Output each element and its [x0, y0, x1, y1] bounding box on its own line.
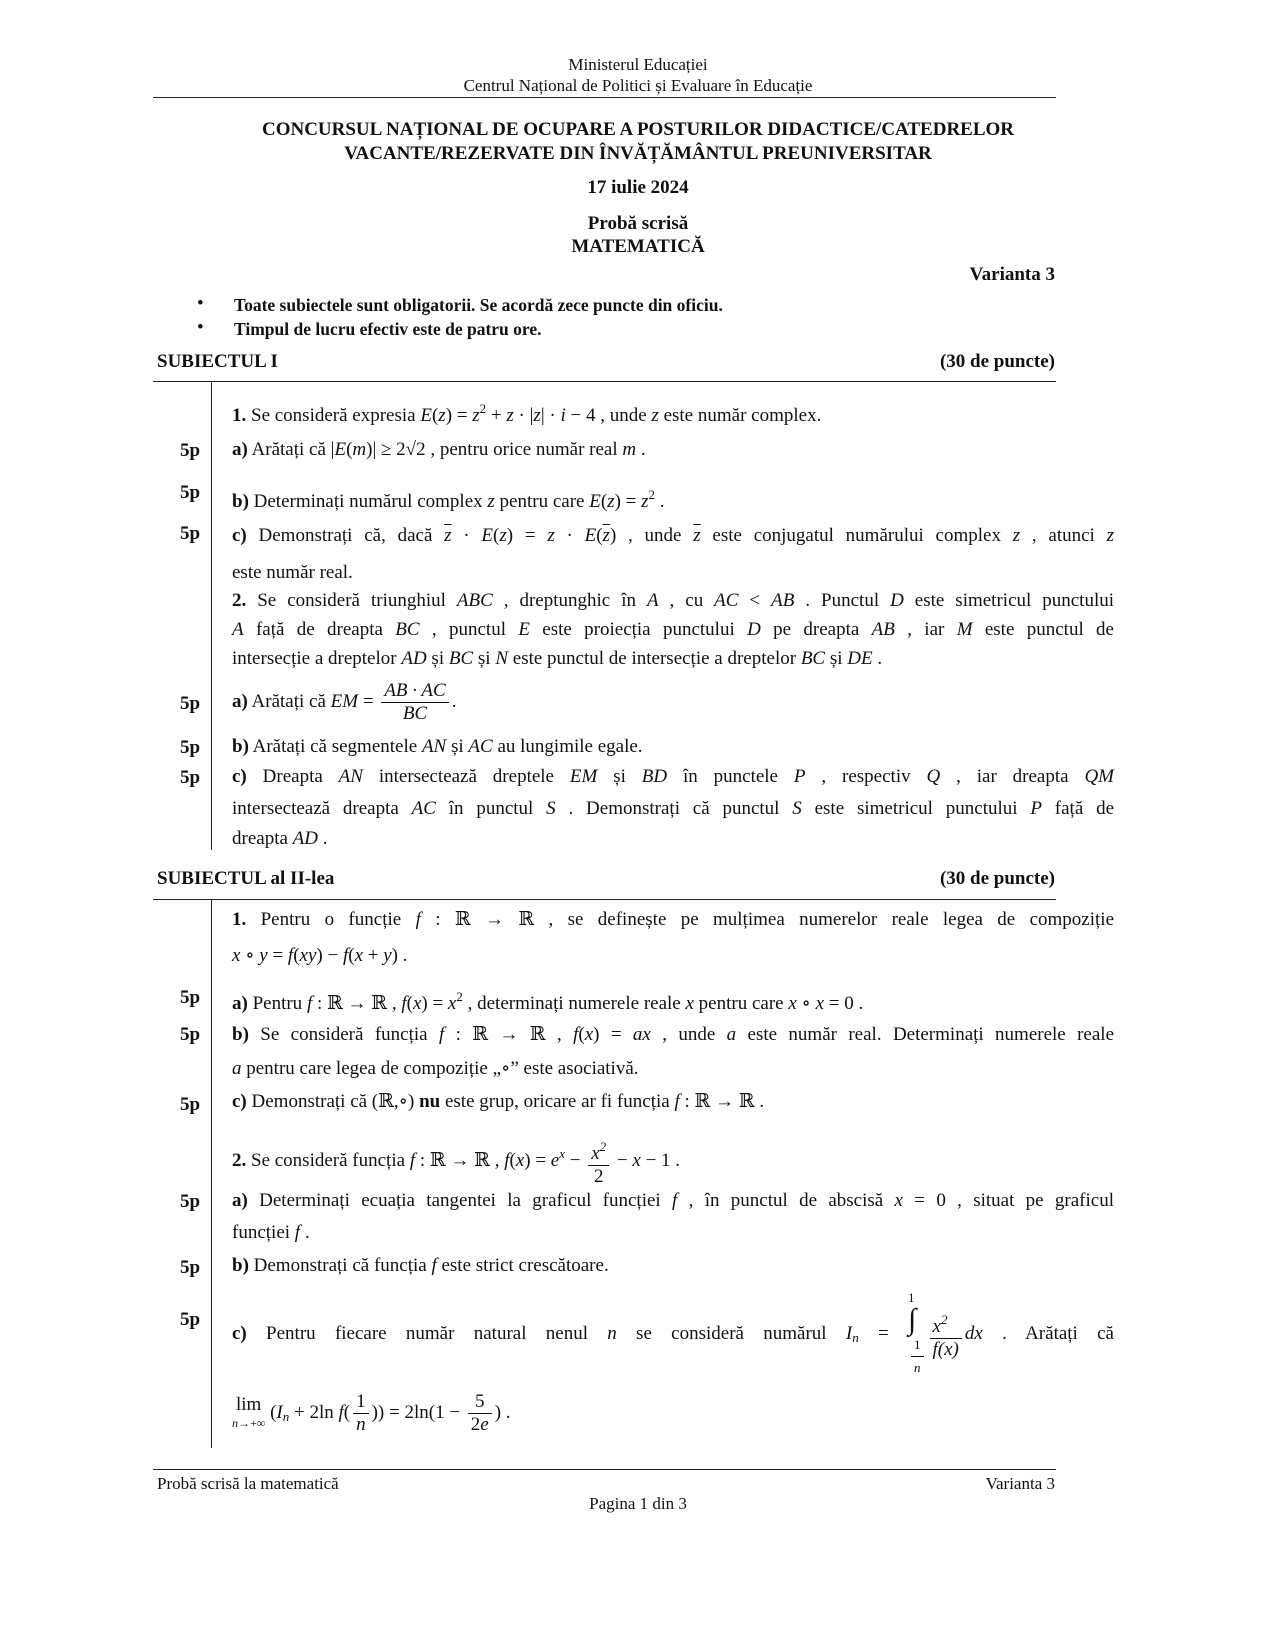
exam-subject: MATEMATICĂ	[571, 236, 705, 257]
points-badge: 5p	[180, 482, 201, 503]
section-1-points: (30 de puncte)	[939, 351, 1055, 372]
points-badge: 5p	[180, 767, 201, 788]
s1-p1-b: b) Determinați numărul complex z pentru care $E(z) = z^2$ .	[232, 487, 665, 512]
footer-rule	[153, 1469, 1056, 1470]
points-badge: 5p	[180, 737, 201, 758]
s1-p2-c-line1: c) Dreapta AN intersectează dreptele EM și BD în punctele P , respectiv Q , iar dreapta QM	[232, 766, 1115, 787]
s1-problem-2-line3: intersecție a dreptelor AD și BC și N este punctul de intersecție a dreptelor BC și DE .	[232, 648, 883, 669]
s2-p2-a-line2: funcției f .	[232, 1222, 310, 1243]
s1-problem-2-line1: 2. Se consideră triunghiul ABC , dreptunghic în A , cu AC < AB . Punctul D este simetricul punctului	[232, 590, 1115, 611]
s1-p2-c-line3: dreapta AD .	[232, 828, 328, 849]
s2-p2-b: b) Demonstrați că funcția f este strict crescătoare.	[232, 1255, 609, 1276]
s1-problem-2-line2: A față de dreapta BC , punctul E este proiecția punctului D pe dreapta AB , iar M este punctul de	[232, 619, 1114, 640]
footer-left: Probă scrisă la matematică	[157, 1474, 339, 1493]
s1-p2-b: b) Arătați că segmentele AN și AC au lungimile egale.	[232, 736, 643, 757]
exam-date: 17 iulie 2024	[587, 177, 689, 198]
bullet-icon: •	[197, 317, 204, 338]
s2-p1-a: a) Pentru f : ℝ → ℝ , $f(x) = x^2$ , determinați numerele reale x pentru care x ∘ x = 0 .	[232, 989, 864, 1014]
points-badge: 5p	[180, 1309, 201, 1330]
ministry-name: Ministerul Educației	[568, 55, 708, 74]
header-rule	[153, 97, 1056, 98]
points-badge: 5p	[180, 1191, 201, 1212]
section-2-title: SUBIECTUL al II-lea	[157, 868, 335, 889]
s2-p1-b-line2: a pentru care legea de compoziție „∘” este asociativă.	[232, 1058, 639, 1079]
variant-label: Varianta 3	[969, 264, 1055, 285]
s2-p2-a-line1: a) Determinați ecuația tangentei la graficul funcției f , în punctul de abscisă x = 0 , situat pe graficul	[232, 1190, 1114, 1211]
footer-right: Varianta 3	[985, 1474, 1055, 1493]
s1-p2-a: a) Arătați că EM = $\frac{AB \cdot AC}{BC}$ .	[232, 680, 457, 725]
points-badge: 5p	[180, 987, 201, 1008]
section-1-rule	[153, 381, 1056, 382]
s1-p1-c-line1: c) Demonstrați că, dacă $\overline{z} \cdot E(z) = z \cdot E(\overline{z})$ , unde $\overline{z}$ este conjugatul numărului complex z , atunci z	[232, 525, 1115, 546]
s2-problem-1-line2: x ∘ y = f(xy) − f(x + y) .	[232, 945, 408, 966]
points-badge: 5p	[180, 523, 201, 544]
points-badge: 5p	[180, 1024, 201, 1045]
s1-p1-a: a) Arătați că |E(m)| ≥ 2√2 , pentru orice număr real m .	[232, 439, 646, 460]
instruction-1: Toate subiectele sunt obligatorii. Se acordă zece puncte din oficiu.	[234, 295, 723, 315]
s2-p1-c: c) Demonstrați că (ℝ,∘) nu este grup, oricare ar fi funcția f : ℝ → ℝ .	[232, 1091, 765, 1112]
s2-problem-2: 2. Se consideră funcția f : ℝ → ℝ , $f(x) = e^x$ − $\frac{x^2}{2}$ − x − 1 .	[232, 1128, 1114, 1188]
page-number: Pagina 1 din 3	[589, 1494, 687, 1513]
s2-problem-1-line1: 1. Pentru o funcție f : ℝ → ℝ , se definește pe mulțimea numerelor reale legea de compoziție	[232, 909, 1115, 930]
section-2-rule	[153, 899, 1056, 900]
s1-p2-c-line2: intersectează dreapta AC în punctul S . Demonstrați că punctul S este simetricul punctului P față de	[232, 798, 1115, 819]
points-badge: 5p	[180, 440, 201, 461]
points-badge: 5p	[180, 1094, 201, 1115]
points-badge: 5p	[180, 1257, 201, 1278]
bullet-icon: •	[197, 293, 204, 314]
instruction-2: Timpul de lucru efectiv este de patru ore.	[234, 319, 542, 339]
section-1-margin-line	[211, 382, 212, 850]
points-badge: 5p	[180, 693, 201, 714]
s2-p2-c-line1: c) Pentru fiecare număr natural nenul n se consideră numărul $I_n$ = 1 ∫ 1 n $\frac{x^2}{f(x)}$ dx . Arătați că	[232, 1290, 1114, 1375]
s1-problem-1: 1. Se consideră expresia $E(z) = z^2 + z \cdot |z| \cdot i - 4$ , unde z este număr complex.	[232, 401, 822, 426]
section-1-title: SUBIECTUL I	[157, 351, 278, 372]
center-name: Centrul Național de Politici și Evaluare în Educație	[463, 76, 813, 95]
s1-p1-c-line2: este număr real.	[232, 562, 353, 583]
section-2-points: (30 de puncte)	[939, 868, 1055, 889]
exam-type: Probă scrisă	[587, 213, 689, 234]
title-line-2: VACANTE/REZERVATE DIN ÎNVĂȚĂMÂNTUL PREUNIVERSITAR	[344, 143, 932, 164]
s2-p2-c-line2: lim n→+∞ ($I_n + 2\ln$ f( $\frac{1}{n}$ )) = 2ln(1 − $\frac{5}{2e}$ ) .	[232, 1391, 511, 1436]
s2-p1-b-line1: b) Se consideră funcția f : ℝ → ℝ , f(x) = ax , unde a este număr real. Determinați numerele reale	[232, 1024, 1115, 1045]
title-line-1: CONCURSUL NAȚIONAL DE OCUPARE A POSTURILOR DIDACTICE/CATEDRELOR	[261, 119, 1015, 140]
section-2-margin-line	[211, 900, 212, 1448]
